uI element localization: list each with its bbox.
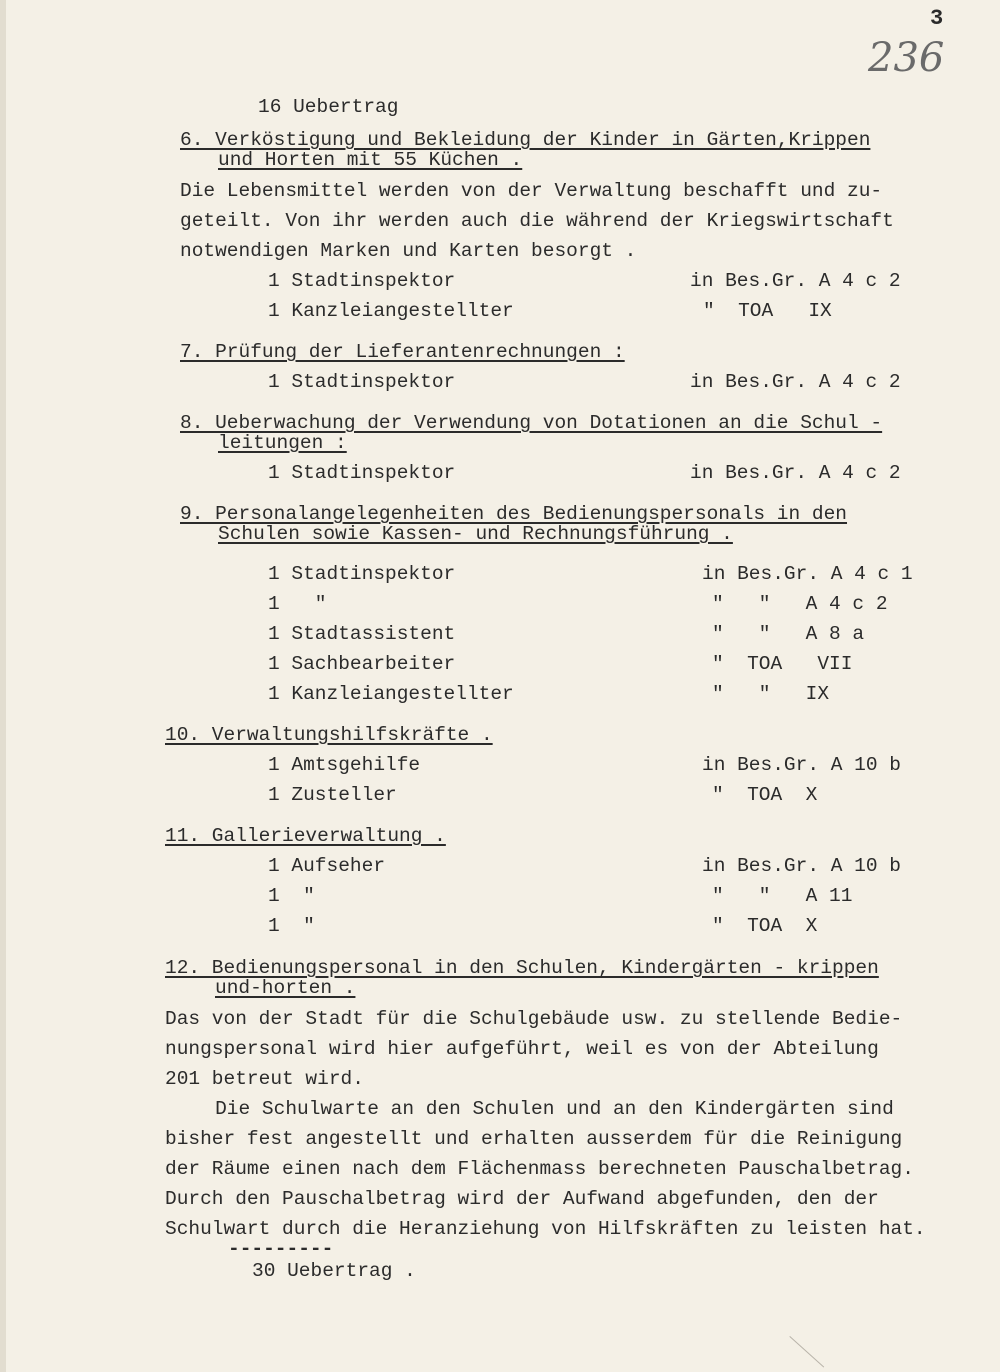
section-12-heading: und-horten . [215,977,356,999]
section-8-heading: 8. Ueberwachung der Verwendung von Dotationen an die Schul - [180,412,883,434]
page-number: 3 [930,6,944,31]
section-11-heading: 11. Gallerieverwaltung . [165,825,446,847]
section-12-text: nungspersonal wird hier aufgeführt, weil es von der Abteilung [165,1038,879,1060]
section-12-text: Durch den Pauschalbetrag wird der Aufwand abgefunden, den der [165,1188,879,1210]
section-6-text: geteilt. Von ihr werden auch die während der Kriegswirtschaft [180,210,894,232]
staff-grade: " " IX [712,683,830,705]
staff-item: 1 Stadtassistent [268,623,456,645]
staff-grade: " TOA IX [703,300,832,322]
paper-edge [0,0,6,1372]
section-12-text: Das von der Stadt für die Schulgebäude usw. zu stellende Bedie- [165,1008,903,1030]
section-12-text: der Räume einen nach dem Flächenmass berechneten Pauschalbetrag. [165,1158,914,1180]
carry-out: 30 Uebertrag . [252,1260,416,1282]
staff-item: 1 Stadtinspektor [268,462,456,484]
staff-grade: in Bes.Gr. A 4 c 2 [690,371,901,393]
staff-item: 1 Stadtinspektor [268,563,456,585]
section-6-text: notwendigen Marken und Karten besorgt . [180,240,637,262]
section-12-text: 201 betreut wird. [165,1068,364,1090]
paper-crease [789,1336,824,1368]
section-12-heading: 12. Bedienungspersonal in den Schulen, Kindergärten - krippen [165,957,879,979]
section-10-heading: 10. Verwaltungshilfskräfte . [165,724,493,746]
staff-grade: in Bes.Gr. A 10 b [702,855,901,877]
section-12-text: Schulwart durch die Heranziehung von Hilfskräften zu leisten hat. [165,1218,926,1240]
section-9-heading: 9. Personalangelegenheiten des Bedienungspersonals in den [180,503,848,525]
staff-item: 1 " [268,915,315,937]
staff-item: 1 Aufseher [268,855,386,877]
carry-in: 16 Uebertrag [258,96,399,118]
staff-grade: " " A 8 a [712,623,865,645]
staff-grade: in Bes.Gr. A 4 c 2 [690,270,901,292]
staff-item: 1 Zusteller [268,784,397,806]
staff-grade: in Bes.Gr. A 4 c 1 [702,563,913,585]
staff-item: 1 " [268,885,315,907]
divider: --------- [228,1238,334,1260]
section-6-heading: 6. Verköstigung und Bekleidung der Kinder in Gärten,Krippen [180,129,871,151]
section-8-heading: leitungen : [218,432,347,454]
staff-grade: " TOA X [712,915,818,937]
staff-item: 1 Stadtinspektor [268,270,456,292]
staff-item: 1 Kanzleiangestellter [268,300,514,322]
staff-grade: " TOA VII [712,653,853,675]
section-6-heading: und Horten mit 55 Küchen . [218,149,523,171]
staff-item: 1 Stadtinspektor [268,371,456,393]
staff-item: 1 Kanzleiangestellter [268,683,514,705]
staff-grade: in Bes.Gr. A 4 c 2 [690,462,901,484]
staff-grade: " " A 11 [712,885,853,907]
section-9-heading: Schulen sowie Kassen- und Rechnungsführung . [218,523,733,545]
section-12-text: bisher fest angestellt und erhalten ausserdem für die Reinigung [165,1128,903,1150]
staff-grade: in Bes.Gr. A 10 b [702,754,901,776]
section-6-text: Die Lebensmittel werden von der Verwaltung beschafft und zu- [180,180,883,202]
staff-item: 1 Amtsgehilfe [268,754,421,776]
handwritten-number: 236 [868,35,945,81]
staff-item: 1 " [268,593,327,615]
staff-grade: " TOA X [712,784,818,806]
section-7-heading: 7. Prüfung der Lieferantenrechnungen : [180,341,625,363]
staff-grade: " " A 4 c 2 [712,593,888,615]
section-12-text: Die Schulwarte an den Schulen und an den Kindergärten sind [180,1098,894,1120]
staff-item: 1 Sachbearbeiter [268,653,456,675]
